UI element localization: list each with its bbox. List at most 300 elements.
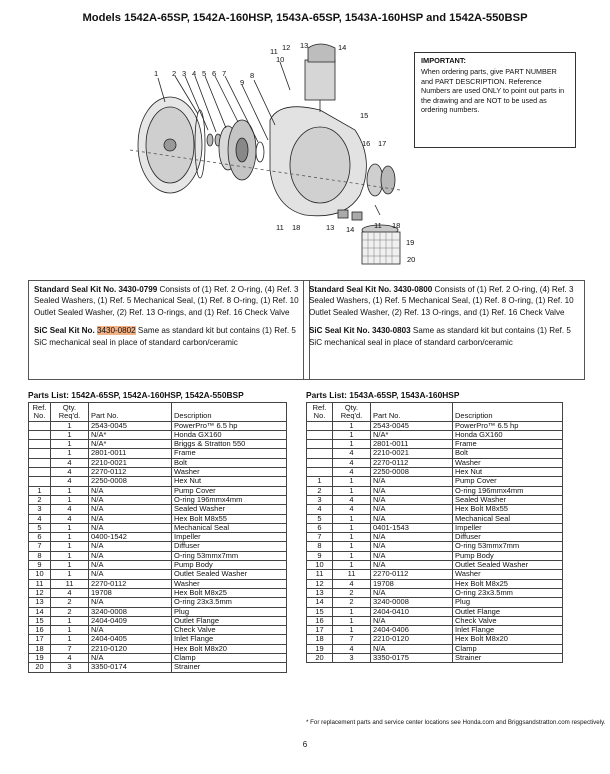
ref-no-cell: 12 — [307, 579, 333, 588]
description-cell: Pump Cover — [172, 486, 287, 495]
sic-seal-kit-text-right: Same as standard kit but contains (1) Ref. 5 SiC mechanical seal in place of standard carbon/ceramic — [309, 326, 571, 347]
ref-no-cell: 13 — [29, 598, 51, 607]
parts-list-title-right: Parts List: 1543A-65SP, 1543A-160HSP — [306, 390, 460, 400]
table-row — [29, 570, 287, 579]
table-row — [307, 607, 563, 616]
ref-no-cell: 6 — [29, 533, 51, 542]
table-row — [307, 626, 563, 635]
col-qty: Qty. Req'd. — [51, 403, 89, 422]
table-row — [29, 607, 287, 616]
part-no-cell: 2210-0021 — [371, 449, 453, 458]
description-cell: Outlet Sealed Washer — [172, 570, 287, 579]
qty-cell: 4 — [51, 654, 89, 663]
ref-no-cell — [29, 449, 51, 458]
part-no-cell: 3350-0175 — [371, 654, 453, 663]
part-no-cell: N/A — [89, 505, 172, 514]
qty-cell: 4 — [333, 468, 371, 477]
qty-cell: 7 — [51, 644, 89, 653]
callout-2: 2 — [172, 69, 177, 78]
table-row — [29, 449, 287, 458]
description-cell: Check Valve — [172, 626, 287, 635]
ref-no-cell: 20 — [29, 663, 51, 672]
qty-cell: 7 — [333, 635, 371, 644]
description-cell: Pump Body — [172, 561, 287, 570]
ref-no-cell: 1 — [29, 486, 51, 495]
ref-no-cell: 2 — [307, 486, 333, 495]
table-row — [307, 486, 563, 495]
ref-no-cell: 7 — [29, 542, 51, 551]
ref-no-cell: 16 — [307, 616, 333, 625]
ref-no-cell: 2 — [29, 495, 51, 504]
qty-cell: 4 — [51, 514, 89, 523]
part-no-cell: N/A* — [371, 430, 453, 439]
qty-cell: 1 — [51, 486, 89, 495]
part-no-cell: N/A — [371, 477, 453, 486]
ref-no-cell: 9 — [29, 561, 51, 570]
table-row — [307, 635, 563, 644]
part-no-cell: 2404-0409 — [89, 616, 172, 625]
description-cell: PowerPro™ 6.5 hp — [453, 421, 563, 430]
table-row — [307, 570, 563, 579]
description-cell: Honda GX160 — [453, 430, 563, 439]
ref-no-cell — [29, 458, 51, 467]
part-no-cell: 2270-0112 — [371, 570, 453, 579]
description-cell: Frame — [453, 440, 563, 449]
callout-11b: 11 — [276, 223, 284, 232]
part-no-cell: N/A* — [89, 440, 172, 449]
description-cell: O-ring 196mmx4mm — [453, 486, 563, 495]
ref-no-cell — [29, 421, 51, 430]
callout-14: 14 — [338, 43, 347, 52]
callout-15: 15 — [360, 111, 369, 120]
callout-18b: 18 — [392, 221, 401, 230]
col-description: Description — [453, 403, 563, 422]
table-row — [307, 523, 563, 532]
qty-cell: 3 — [51, 663, 89, 672]
part-no-cell: N/A — [89, 542, 172, 551]
callout-11c: 11 — [374, 221, 382, 230]
callout-5: 5 — [202, 69, 207, 78]
table-row — [307, 588, 563, 597]
part-no-cell: N/A — [371, 561, 453, 570]
part-no-cell: 2543-0045 — [371, 421, 453, 430]
qty-cell: 1 — [333, 542, 371, 551]
std-seal-kit-label-left: Standard Seal Kit No. 3430-0799 — [34, 285, 158, 294]
ref-no-cell — [307, 440, 333, 449]
qty-cell: 1 — [51, 570, 89, 579]
ref-no-cell — [307, 421, 333, 430]
description-cell: Hex Bolt M8x25 — [453, 579, 563, 588]
ref-no-cell: 17 — [29, 635, 51, 644]
description-cell: Clamp — [453, 644, 563, 653]
pump-exploded-diagram — [130, 40, 415, 270]
table-row — [29, 505, 287, 514]
part-no-cell: 2404-0410 — [371, 607, 453, 616]
part-no-cell: 2404-0406 — [371, 626, 453, 635]
description-cell: Outlet Flange — [172, 616, 287, 625]
description-cell: Hex Bolt M8x55 — [453, 505, 563, 514]
description-cell: Honda GX160 — [172, 430, 287, 439]
part-no-cell: 2210-0021 — [89, 458, 172, 467]
ref-no-cell: 8 — [29, 551, 51, 560]
description-cell: Check Valve — [453, 616, 563, 625]
ref-no-cell: 18 — [307, 635, 333, 644]
qty-cell: 1 — [333, 533, 371, 542]
callout-20: 20 — [407, 255, 415, 264]
description-cell: Bolt — [453, 449, 563, 458]
callout-19: 19 — [406, 238, 415, 247]
callout-7: 7 — [222, 69, 227, 78]
description-cell: Hex Nut — [453, 468, 563, 477]
callout-6: 6 — [212, 69, 217, 78]
qty-cell: 1 — [333, 421, 371, 430]
table-row — [307, 579, 563, 588]
description-cell: Briggs & Stratton 550 — [172, 440, 287, 449]
table-row — [307, 505, 563, 514]
description-cell: Outlet Flange — [453, 607, 563, 616]
part-no-cell: N/A — [89, 598, 172, 607]
description-cell: Hex Bolt M8x25 — [172, 588, 287, 597]
description-cell: Impeller — [172, 533, 287, 542]
description-cell: O-ring 53mmx7mm — [453, 542, 563, 551]
qty-cell: 4 — [51, 477, 89, 486]
part-no-cell: 3240-0008 — [371, 598, 453, 607]
qty-cell: 1 — [333, 523, 371, 532]
table-row — [307, 468, 563, 477]
qty-cell: 1 — [51, 635, 89, 644]
std-seal-kit-text-left: Consists of (1) Ref. 2 O-ring, (4) Ref. 3 Sealed Washers, (1) Ref. 5 Mechanical Seal, (1) Ref. 8 O-ring, (1) Ref. 10 Outlet Sealed Washer, (2) Ref. 13 O-rings, and (1) Ref. 16 Check Valve — [34, 285, 299, 317]
qty-cell: 11 — [51, 579, 89, 588]
table-row — [307, 495, 563, 504]
page-title: Models 1542A-65SP, 1542A-160HSP, 1543A-65SP, 1543A-160HSP and 1542A-550BSP — [82, 12, 528, 24]
table-row — [29, 421, 287, 430]
table-row — [29, 514, 287, 523]
sic-seal-kit-label-left: SiC Seal Kit No. — [34, 326, 97, 336]
ref-no-cell: 4 — [307, 505, 333, 514]
table-row — [307, 654, 563, 663]
callout-14b: 14 — [346, 225, 355, 234]
table-row — [307, 458, 563, 467]
table-row — [307, 644, 563, 653]
part-no-cell: 2801-0011 — [89, 449, 172, 458]
parts-table-right — [306, 402, 563, 663]
important-heading: IMPORTANT: — [421, 56, 467, 65]
ref-no-cell — [307, 458, 333, 467]
description-cell: Washer — [453, 570, 563, 579]
description-cell: Diffuser — [172, 542, 287, 551]
ref-no-cell: 8 — [307, 542, 333, 551]
parts-list-title-left: Parts List: 1542A-65SP, 1542A-160HSP, 1542A-550BSP — [28, 390, 244, 400]
qty-cell: 1 — [51, 440, 89, 449]
part-no-cell: 3240-0008 — [89, 607, 172, 616]
ref-no-cell: 14 — [307, 598, 333, 607]
ref-no-cell — [29, 468, 51, 477]
qty-cell: 2 — [333, 588, 371, 597]
part-no-cell: N/A — [89, 561, 172, 570]
ref-no-cell: 5 — [307, 514, 333, 523]
col-ref: Ref. No. — [29, 403, 51, 422]
qty-cell: 2 — [51, 598, 89, 607]
callout-18: 18 — [292, 223, 301, 232]
part-no-cell: 2250-0008 — [371, 468, 453, 477]
std-seal-kit-label-right: Standard Seal Kit No. 3430-0800 — [309, 285, 433, 294]
qty-cell: 1 — [333, 551, 371, 560]
qty-cell: 1 — [333, 514, 371, 523]
qty-cell: 4 — [333, 495, 371, 504]
qty-cell: 1 — [51, 551, 89, 560]
table-row — [307, 542, 563, 551]
col-part-no: Part No. — [371, 403, 453, 422]
table-header-row — [29, 403, 287, 422]
description-cell: Hex Bolt M8x20 — [172, 644, 287, 653]
seal-kit-box-left — [28, 280, 310, 380]
qty-cell: 1 — [333, 616, 371, 625]
qty-cell: 4 — [51, 588, 89, 597]
ref-no-cell — [307, 449, 333, 458]
table-row — [307, 514, 563, 523]
table-row — [307, 421, 563, 430]
callout-3: 3 — [182, 69, 187, 78]
description-cell: Strainer — [172, 663, 287, 672]
qty-cell: 1 — [51, 616, 89, 625]
ref-no-cell: 9 — [307, 551, 333, 560]
ref-no-cell — [29, 477, 51, 486]
page-number: 6 — [302, 740, 308, 749]
ref-no-cell: 1 — [307, 477, 333, 486]
part-no-cell: N/A — [89, 523, 172, 532]
qty-cell: 1 — [333, 486, 371, 495]
part-no-cell: N/A — [371, 551, 453, 560]
qty-cell: 1 — [51, 523, 89, 532]
part-no-cell: N/A — [371, 505, 453, 514]
ref-no-cell: 16 — [29, 626, 51, 635]
qty-cell: 1 — [333, 477, 371, 486]
description-cell: Hex Bolt M8x20 — [453, 635, 563, 644]
description-cell: O-ring 196mmx4mm — [172, 495, 287, 504]
table-header-row — [307, 403, 563, 422]
col-description: Description — [172, 403, 287, 422]
description-cell: Outlet Sealed Washer — [453, 561, 563, 570]
description-cell: Impeller — [453, 523, 563, 532]
callout-4: 4 — [192, 69, 197, 78]
ref-no-cell: 11 — [29, 579, 51, 588]
ref-no-cell: 5 — [29, 523, 51, 532]
callout-17: 17 — [378, 139, 387, 148]
part-no-cell: N/A — [89, 626, 172, 635]
table-row — [307, 477, 563, 486]
ref-no-cell: 19 — [307, 644, 333, 653]
ref-no-cell: 10 — [29, 570, 51, 579]
qty-cell: 1 — [51, 533, 89, 542]
callout-13: 13 — [300, 41, 309, 50]
qty-cell: 1 — [51, 542, 89, 551]
table-row — [29, 542, 287, 551]
description-cell: Bolt — [172, 458, 287, 467]
ref-no-cell: 7 — [307, 533, 333, 542]
part-no-cell: N/A — [371, 644, 453, 653]
table-row — [307, 449, 563, 458]
description-cell: Inlet Flange — [172, 635, 287, 644]
description-cell: Hex Bolt M8x55 — [172, 514, 287, 523]
qty-cell: 4 — [333, 505, 371, 514]
part-no-cell: N/A — [371, 542, 453, 551]
part-no-cell: N/A — [371, 514, 453, 523]
qty-cell: 4 — [51, 458, 89, 467]
description-cell: Sealed Washer — [453, 495, 563, 504]
description-cell: PowerPro™ 6.5 hp — [172, 421, 287, 430]
important-body: When ordering parts, give PART NUMBER and PART DESCRIPTION. Reference Numbers are used ONLY to point out parts in the drawing and are NOT to be used as ordering numbers. — [421, 67, 565, 115]
part-no-cell: 3350-0174 — [89, 663, 172, 672]
description-cell: Washer — [172, 468, 287, 477]
ref-no-cell: 14 — [29, 607, 51, 616]
description-cell: Sealed Washer — [172, 505, 287, 514]
col-ref: Ref. No. — [307, 403, 333, 422]
qty-cell: 1 — [333, 626, 371, 635]
qty-cell: 4 — [333, 579, 371, 588]
sic-seal-kit-text-left: Same as standard kit but contains (1) Ref. 5 SiC mechanical seal in place of standard carbon/ceramic — [34, 326, 296, 347]
description-cell: Diffuser — [453, 533, 563, 542]
qty-cell: 4 — [333, 458, 371, 467]
part-no-cell: N/A — [89, 514, 172, 523]
table-row — [307, 430, 563, 439]
part-no-cell: N/A — [371, 495, 453, 504]
ref-no-cell: 10 — [307, 561, 333, 570]
description-cell: Strainer — [453, 654, 563, 663]
part-no-cell: 2270-0112 — [371, 458, 453, 467]
part-no-cell: 2801-0011 — [371, 440, 453, 449]
qty-cell: 1 — [51, 430, 89, 439]
qty-cell: 1 — [333, 440, 371, 449]
qty-cell: 4 — [51, 505, 89, 514]
table-row — [307, 440, 563, 449]
part-no-cell: N/A — [371, 533, 453, 542]
part-no-cell: N/A — [371, 486, 453, 495]
part-no-cell: 0400-1542 — [89, 533, 172, 542]
description-cell: O-ring 53mmx7mm — [172, 551, 287, 560]
part-no-cell: 19708 — [371, 579, 453, 588]
table-row — [29, 663, 287, 672]
description-cell: Plug — [453, 598, 563, 607]
ref-no-cell: 3 — [29, 505, 51, 514]
qty-cell: 1 — [333, 561, 371, 570]
sic-seal-kit-number-highlight: 3430-0802 — [96, 326, 136, 336]
description-cell: Plug — [172, 607, 287, 616]
table-row — [307, 561, 563, 570]
part-no-cell: 2543-0045 — [89, 421, 172, 430]
table-row — [307, 616, 563, 625]
qty-cell: 2 — [51, 607, 89, 616]
part-no-cell: 0401-1543 — [371, 523, 453, 532]
ref-no-cell: 15 — [29, 616, 51, 625]
table-row — [29, 598, 287, 607]
callout-8: 8 — [250, 71, 255, 80]
ref-no-cell: 20 — [307, 654, 333, 663]
description-cell: O-ring 23x3.5mm — [172, 598, 287, 607]
important-notice — [414, 52, 576, 148]
ref-no-cell — [307, 430, 333, 439]
std-seal-kit-text-right: Consists of (1) Ref. 2 O-ring, (4) Ref. 3 Sealed Washers, (1) Ref. 5 Mechanical Seal, (1) Ref. 8 O-ring, (1) Ref. 10 Outlet Sealed Washer, (2) Ref. 13 O-rings, and (1) Ref. 16 Check Valve — [309, 285, 574, 317]
part-no-cell: N/A — [89, 551, 172, 560]
qty-cell: 1 — [333, 607, 371, 616]
callout-16: 16 — [362, 139, 371, 148]
qty-cell: 11 — [333, 570, 371, 579]
table-row — [307, 533, 563, 542]
description-cell: Hex Nut — [172, 477, 287, 486]
part-no-cell: 2210-0120 — [371, 635, 453, 644]
qty-cell: 3 — [333, 654, 371, 663]
ref-no-cell: 6 — [307, 523, 333, 532]
part-no-cell: 2250-0008 — [89, 477, 172, 486]
part-no-cell: N/A — [89, 654, 172, 663]
qty-cell: 1 — [51, 495, 89, 504]
ref-no-cell — [29, 430, 51, 439]
qty-cell: 2 — [333, 598, 371, 607]
ref-no-cell: 15 — [307, 607, 333, 616]
qty-cell: 1 — [333, 430, 371, 439]
table-row — [29, 635, 287, 644]
qty-cell: 1 — [51, 421, 89, 430]
footnote: * For replacement parts and service center locations see Honda.com and Briggsandstratton.com respectively. — [306, 719, 606, 726]
ref-no-cell: 3 — [307, 495, 333, 504]
description-cell: Washer — [172, 579, 287, 588]
col-part-no: Part No. — [89, 403, 172, 422]
part-no-cell: 2270-0112 — [89, 579, 172, 588]
description-cell: Frame — [172, 449, 287, 458]
part-no-cell: N/A — [89, 495, 172, 504]
table-row — [307, 598, 563, 607]
qty-cell: 1 — [51, 626, 89, 635]
part-no-cell: 2404-0405 — [89, 635, 172, 644]
part-no-cell: N/A — [371, 588, 453, 597]
callout-11: 11 — [270, 47, 278, 56]
description-cell: Inlet Flange — [453, 626, 563, 635]
part-no-cell: N/A — [89, 486, 172, 495]
ref-no-cell: 17 — [307, 626, 333, 635]
ref-no-cell: 12 — [29, 588, 51, 597]
description-cell: Mechanical Seal — [453, 514, 563, 523]
part-no-cell: 2210-0120 — [89, 644, 172, 653]
qty-cell: 4 — [333, 449, 371, 458]
qty-cell: 4 — [51, 468, 89, 477]
ref-no-cell: 11 — [307, 570, 333, 579]
ref-no-cell: 18 — [29, 644, 51, 653]
part-no-cell: N/A* — [89, 430, 172, 439]
ref-no-cell: 13 — [307, 588, 333, 597]
seal-kit-box-right — [303, 280, 585, 380]
description-cell: Mechanical Seal — [172, 523, 287, 532]
part-no-cell: 19708 — [89, 588, 172, 597]
callout-10: 10 — [276, 55, 285, 64]
qty-cell: 1 — [51, 561, 89, 570]
description-cell: Clamp — [172, 654, 287, 663]
qty-cell: 1 — [51, 449, 89, 458]
ref-no-cell — [29, 440, 51, 449]
part-no-cell: N/A — [89, 570, 172, 579]
description-cell: Washer — [453, 458, 563, 467]
ref-no-cell: 19 — [29, 654, 51, 663]
description-cell: Pump Cover — [453, 477, 563, 486]
sic-seal-kit-label-right: SiC Seal Kit No. 3430-0803 — [309, 326, 411, 336]
col-qty: Qty. Req'd. — [333, 403, 371, 422]
part-no-cell: 2270-0112 — [89, 468, 172, 477]
table-row — [29, 477, 287, 486]
callout-1: 1 — [154, 69, 159, 78]
description-cell: Pump Body — [453, 551, 563, 560]
qty-cell: 4 — [333, 644, 371, 653]
ref-no-cell: 4 — [29, 514, 51, 523]
description-cell: O-ring 23x3.5mm — [453, 588, 563, 597]
part-no-cell: N/A — [371, 616, 453, 625]
